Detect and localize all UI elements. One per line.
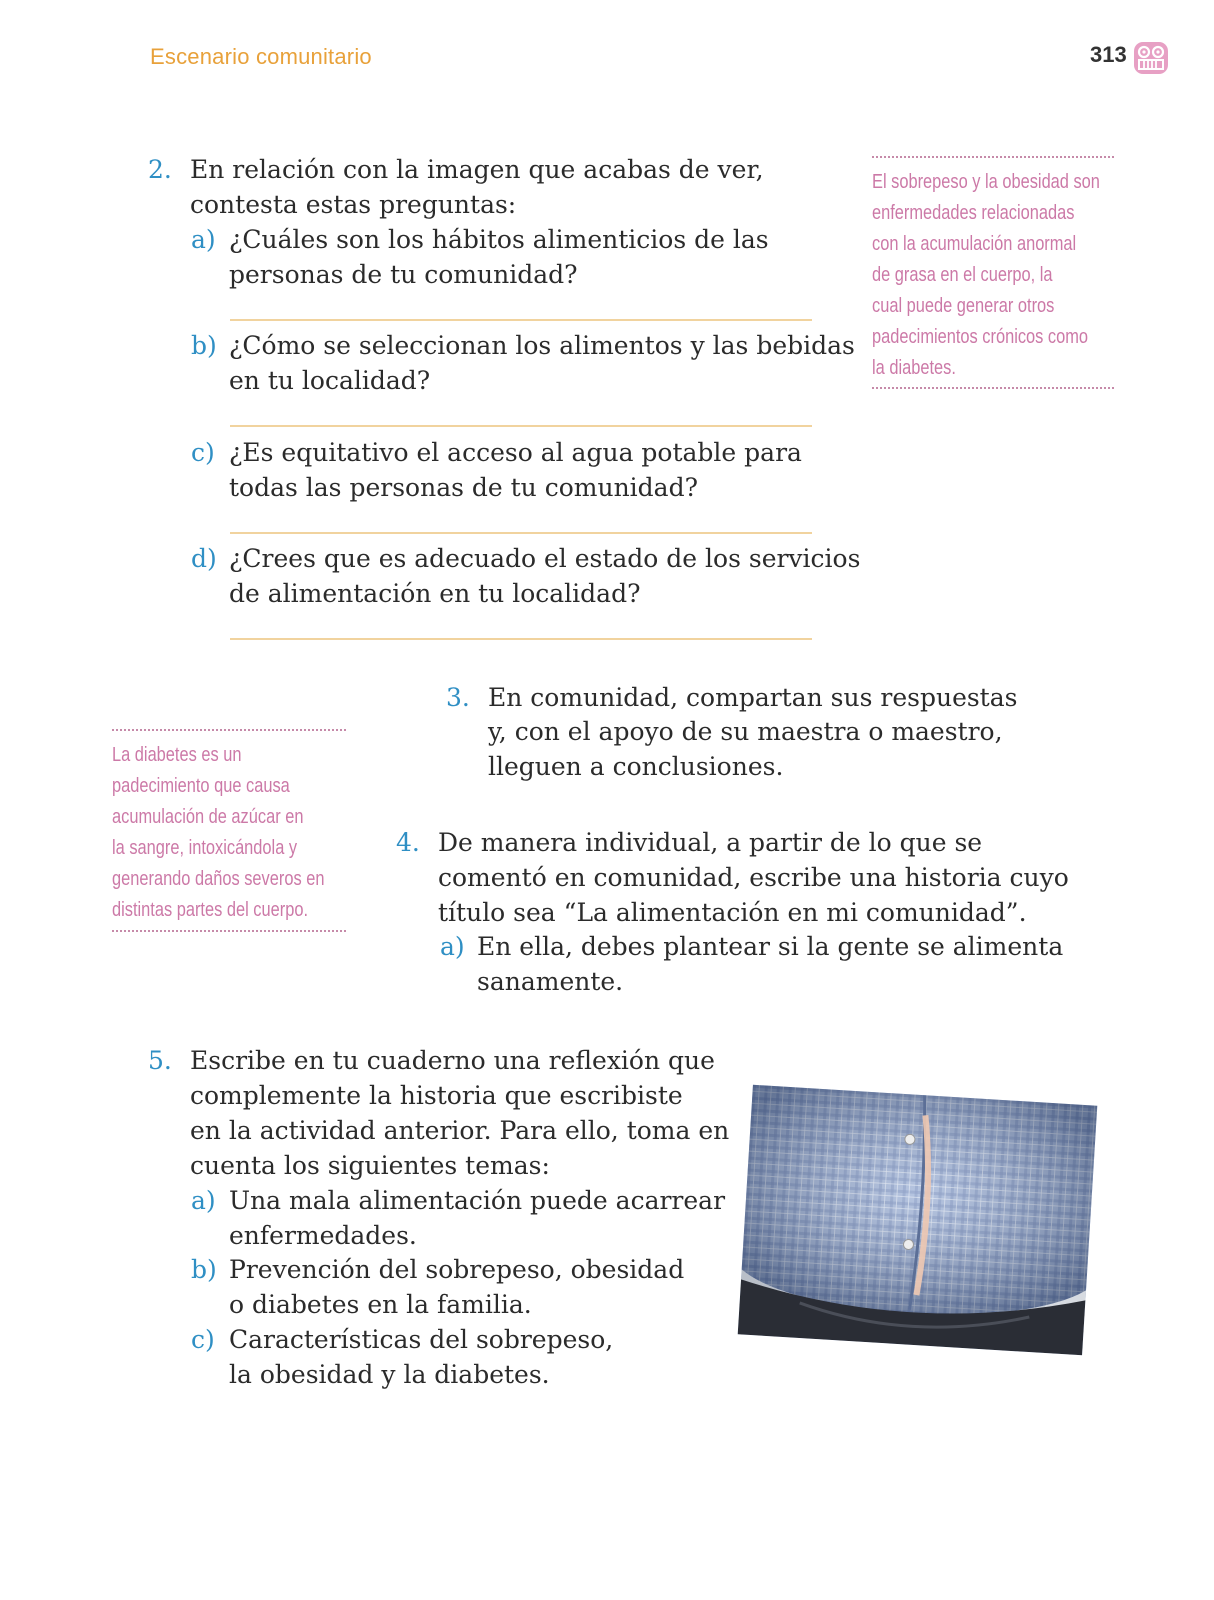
note-line: acumulación de azúcar en bbox=[112, 806, 304, 828]
note-line: con la acumulación anormal bbox=[872, 233, 1077, 255]
item-text: todas las personas de tu comunidad? bbox=[229, 473, 698, 502]
item-text: ¿Cómo se seleccionan los alimentos y las bebidas bbox=[229, 331, 855, 360]
item-text: Características del sobrepeso, bbox=[229, 1325, 614, 1354]
item-letter: d) bbox=[191, 544, 217, 573]
question-text: En relación con la imagen que acabas de ver, bbox=[190, 155, 764, 184]
question-text: contesta estas preguntas: bbox=[190, 190, 517, 219]
item-text: sanamente. bbox=[477, 967, 624, 996]
item-letter: a) bbox=[191, 225, 216, 254]
item-text: personas de tu comunidad? bbox=[229, 260, 578, 289]
question-text: y, con el apoyo de su maestra o maestro, bbox=[488, 717, 1003, 746]
side-note-diabetes bbox=[112, 740, 371, 926]
answer-line[interactable] bbox=[230, 532, 812, 534]
item-letter: a) bbox=[191, 1186, 216, 1215]
item-text: de alimentación en tu localidad? bbox=[229, 579, 641, 608]
answer-line[interactable] bbox=[230, 319, 812, 321]
item-text: En ella, debes plantear si la gente se alimenta bbox=[477, 932, 1064, 961]
question-text: Escribe en tu cuaderno una reflexión que bbox=[190, 1046, 715, 1075]
item-letter: c) bbox=[191, 438, 215, 467]
note-divider bbox=[872, 387, 1114, 389]
note-line: la diabetes. bbox=[872, 357, 956, 379]
note-line: La diabetes es un bbox=[112, 744, 242, 766]
item-text: Una mala alimentación puede acarrear bbox=[229, 1186, 726, 1215]
item-text: ¿Es equitativo el acceso al agua potable para bbox=[229, 438, 802, 467]
item-text: ¿Crees que es adecuado el estado de los servicios bbox=[229, 544, 861, 573]
item-letter: b) bbox=[191, 331, 217, 360]
item-text: ¿Cuáles son los hábitos alimenticios de las bbox=[229, 225, 769, 254]
note-line: padecimientos crónicos como bbox=[872, 326, 1089, 348]
question-number: 4. bbox=[396, 828, 420, 857]
question-number: 2. bbox=[148, 155, 172, 184]
note-line: El sobrepeso y la obesidad son bbox=[872, 171, 1100, 193]
question-text: en la actividad anterior. Para ello, toma en bbox=[190, 1116, 730, 1145]
answer-line[interactable] bbox=[230, 425, 812, 427]
item-text: Prevención del sobrepeso, obesidad bbox=[229, 1255, 685, 1284]
note-line: cual puede generar otros bbox=[872, 295, 1055, 317]
question-text: comentó en comunidad, escribe una historia cuyo bbox=[438, 863, 1069, 892]
question-text: título sea “La alimentación en mi comunidad”. bbox=[438, 898, 1027, 927]
note-divider bbox=[112, 729, 346, 731]
note-divider bbox=[112, 930, 346, 932]
note-divider bbox=[872, 156, 1114, 158]
belly-photo bbox=[738, 1085, 1098, 1356]
section-title: Escenario comunitario bbox=[150, 44, 372, 69]
item-letter: c) bbox=[191, 1325, 215, 1354]
question-text: complemente la historia que escribiste bbox=[190, 1081, 683, 1110]
question-text: De manera individual, a partir de lo que se bbox=[438, 828, 983, 857]
item-letter: a) bbox=[440, 932, 465, 961]
question-number: 3. bbox=[446, 683, 470, 712]
note-line: distintas partes del cuerpo. bbox=[112, 899, 309, 921]
question-number: 5. bbox=[148, 1046, 172, 1075]
note-line: la sangre, intoxicándola y bbox=[112, 837, 298, 859]
item-text: o diabetes en la familia. bbox=[229, 1290, 532, 1319]
item-letter: b) bbox=[191, 1255, 217, 1284]
item-text: enfermedades. bbox=[229, 1221, 417, 1250]
page-number: 313 bbox=[1090, 42, 1127, 67]
glyph-icon bbox=[1133, 41, 1169, 75]
answer-line[interactable] bbox=[230, 638, 812, 640]
note-line: padecimiento que causa bbox=[112, 775, 290, 797]
note-line: generando daños severos en bbox=[112, 868, 325, 890]
item-text: la obesidad y la diabetes. bbox=[229, 1360, 550, 1389]
question-text: cuenta los siguientes temas: bbox=[190, 1151, 550, 1180]
question-text: lleguen a conclusiones. bbox=[488, 752, 784, 781]
side-note-obesity bbox=[872, 167, 1150, 384]
note-line: enfermedades relacionadas bbox=[872, 202, 1075, 224]
note-line: de grasa en el cuerpo, la bbox=[872, 264, 1053, 286]
item-text: en tu localidad? bbox=[229, 366, 431, 395]
question-text: En comunidad, compartan sus respuestas bbox=[488, 683, 1018, 712]
